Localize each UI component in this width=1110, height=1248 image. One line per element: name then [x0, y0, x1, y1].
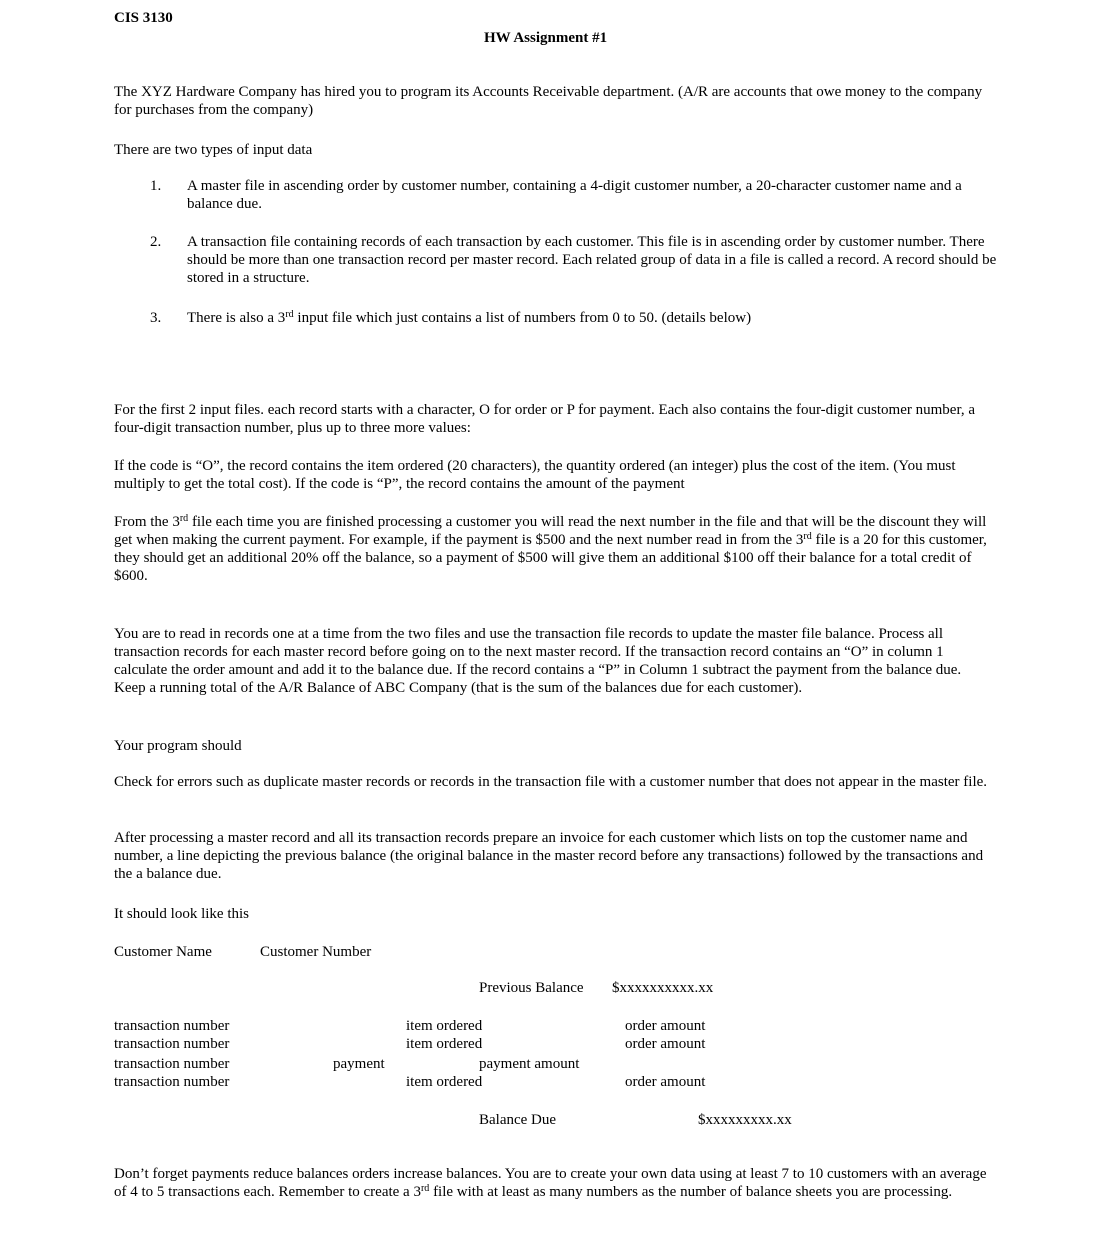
intro-paragraph: The XYZ Hardware Company has hired you to program its Accounts Receivable department. (A/R are accounts that owe money to the company for purchases from the company) — [114, 84, 983, 118]
text-run: Don’t forget payments reduce balances orders increase balances. You are to create your own data using at least 7 to 10 customers with an average of 4 to 5 transactions each. Remember to create a 3 — [114, 1166, 987, 1200]
item-ordered: item ordered — [406, 1074, 483, 1090]
third-file-paragraph — [114, 513, 994, 585]
text-run: file each time you are finished processing a customer you will read the next number in the file and that will be the discount they will get when making the current payment. For example, if the payment is $500 and the next number read in from the 3 — [114, 514, 987, 548]
superscript: rd — [285, 309, 294, 320]
errors-paragraph: Check for errors such as duplicate master records or records in the transaction file with a customer number that does not appear in the master file. — [114, 774, 988, 790]
course-code: CIS 3130 — [114, 10, 173, 26]
text-run: file is a 20 for this customer, they should get an additional 20% off the balance, so a payment of $500 will give them an additional $100 off their balance for a total credit of $600. — [114, 532, 987, 584]
balance-due-value: $xxxxxxxxx.xx — [698, 1112, 792, 1128]
list-text: A master file in ascending order by customer number, containing a 4-digit customer number, a 20-character customer name and a balance due. — [187, 178, 962, 212]
item-ordered: item ordered — [406, 1036, 483, 1052]
transaction-number: transaction number — [114, 1056, 230, 1072]
superscript: rd — [420, 1183, 430, 1194]
list-text: A transaction file containing records of each transaction by each customer. This file is in ascending order by customer number. There should be more than one transaction record per master record. Each related group of data in a file is called a record. A record should be stored in a structure. — [187, 234, 997, 286]
list-number: 2. — [150, 234, 162, 250]
text-run: From the 3 — [114, 514, 180, 530]
page-title: HW Assignment #1 — [484, 30, 608, 46]
process-paragraph: You are to read in records one at a time from the two files and use the transaction file records to update the master file balance. Process all transaction records for each master record before going on to the next master record. If the transaction record contains an “O” in column 1 calculate the order amount and add it to the balance due. If the record contains a “P” in Column 1 subtract the payment from the balance due. Keep a running total of the A/R Balance of ABC Company (that is the sum of the balances due for each customer). — [114, 626, 962, 696]
transaction-number: transaction number — [114, 1018, 230, 1034]
input-files-paragraph: For the first 2 input files. each record starts with a character, O for order or P for payment. Each also contains the four-digit customer number, a four-digit transaction number, plus up to three more values: — [114, 402, 975, 436]
text-run: input file which just contains a list of numbers from 0 to 50. (details below) — [293, 310, 752, 326]
list-number: 3. — [150, 310, 162, 326]
customer-number-label: Customer Number — [260, 944, 372, 960]
previous-balance-label: Previous Balance — [479, 980, 584, 996]
order-amount: order amount — [625, 1018, 706, 1034]
text-run: There is also a 3 — [187, 310, 286, 326]
customer-name-label: Customer Name — [114, 944, 212, 960]
closing-paragraph — [114, 1165, 999, 1201]
codes-paragraph: If the code is “O”, the record contains the item ordered (20 characters), the quantity ordered (an integer) plus the cost of the item. (You must multiply to get the total cost). If the code is “P”, the record contains the amount of the payment — [114, 458, 956, 492]
order-amount: order amount — [625, 1074, 706, 1090]
superscript: rd — [803, 531, 812, 542]
text-run: file with at least as many numbers as the number of balance sheets you are processing. — [429, 1184, 953, 1200]
previous-balance-value: $xxxxxxxxxx.xx — [612, 980, 714, 996]
balance-due-label: Balance Due — [479, 1112, 557, 1128]
list-text — [187, 309, 997, 327]
transaction-number: transaction number — [114, 1074, 230, 1090]
input-types-heading: There are two types of input data — [114, 142, 313, 158]
look-like-heading: It should look like this — [114, 906, 249, 922]
payment-amount: payment amount — [479, 1056, 580, 1072]
order-amount: order amount — [625, 1036, 706, 1052]
item-ordered: item ordered — [406, 1018, 483, 1034]
payment-label: payment — [333, 1056, 385, 1072]
invoice-paragraph: After processing a master record and all its transaction records prepare an invoice for each customer which lists on top the customer name and number, a line depicting the previous balance (the original balance in the master record before any transactions) followed by the transactions and the a balance due. — [114, 830, 984, 882]
superscript: rd — [179, 513, 189, 524]
program-should-heading: Your program should — [114, 738, 242, 754]
transaction-number: transaction number — [114, 1036, 230, 1052]
list-number: 1. — [150, 178, 162, 194]
